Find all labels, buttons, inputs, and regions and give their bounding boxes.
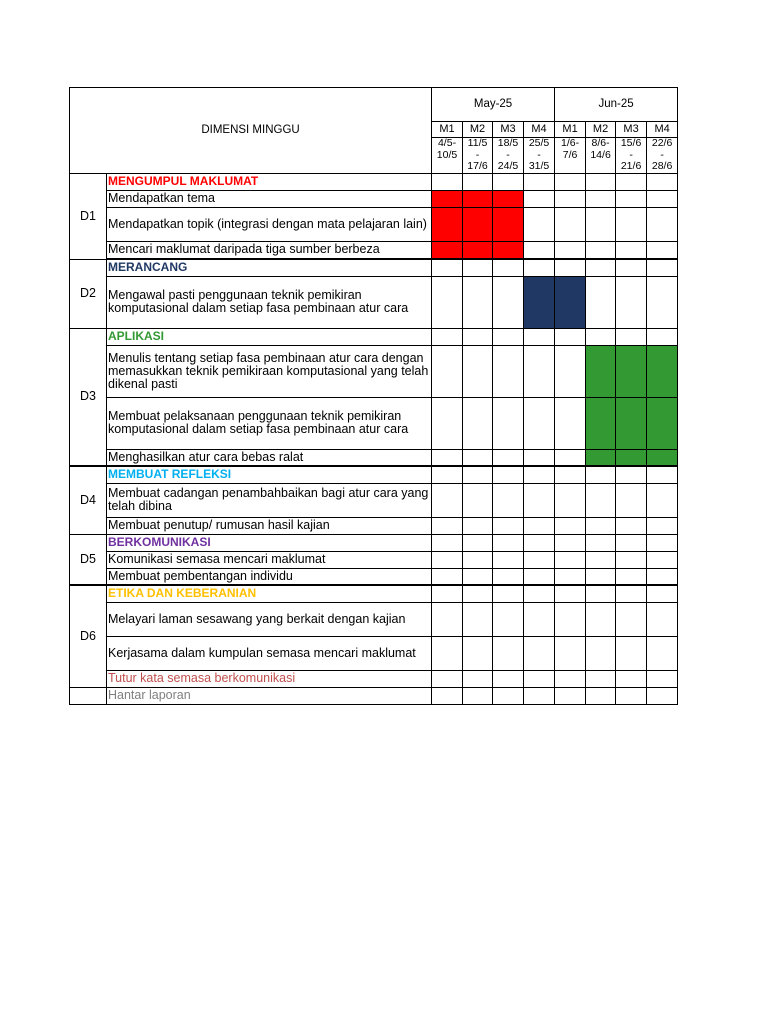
week-label: M4 [647, 122, 678, 138]
month-may: May-25 [432, 88, 555, 122]
week-date-range: 22/6 - 28/6 [647, 138, 678, 174]
week-date-range: 1/6- 7/6 [555, 138, 586, 174]
week-label: M1 [555, 122, 586, 138]
timeline-bar [432, 207, 463, 241]
task-label: Tutur kata semasa berkomunikasi [107, 670, 432, 687]
category-label: MERANCANG [107, 259, 432, 276]
timeline-bar [647, 397, 678, 449]
timeline-bar [432, 190, 463, 207]
timeline-bar [586, 345, 616, 397]
dimension-code: D1 [70, 173, 107, 259]
timeline-bar [647, 449, 678, 466]
week-date-range: 4/5- 10/5 [432, 138, 463, 174]
week-label: M3 [493, 122, 524, 138]
week-label: M2 [463, 122, 493, 138]
timeline-bar [616, 449, 647, 466]
task-label: Membuat penutup/ rumusan hasil kajian [107, 517, 432, 534]
week-date-range: 15/6 - 21/6 [616, 138, 647, 174]
category-label: BERKOMUNIKASI [107, 534, 432, 551]
task-label: Membuat pelaksanaan penggunaan teknik pemikiran komputasional dalam setiap fasa pembinaan atur cara [107, 397, 432, 449]
timeline-bar [524, 276, 555, 328]
timeline-bar [463, 190, 493, 207]
timeline-bar [586, 397, 616, 449]
week-label: M1 [432, 122, 463, 138]
week-label: M2 [586, 122, 616, 138]
timeline-bar [555, 276, 586, 328]
task-label: Komunikasi semasa mencari maklumat [107, 551, 432, 568]
dimension-code: D6 [70, 585, 107, 687]
category-label: APLIKASI [107, 328, 432, 345]
timeline-bar [616, 397, 647, 449]
dimensi-minggu-header: DIMENSI MINGGU [70, 88, 432, 174]
timeline-bar [586, 449, 616, 466]
week-date-range: 18/5 - 24/5 [493, 138, 524, 174]
task-label: Mendapatkan tema [107, 190, 432, 207]
timeline-bar [616, 345, 647, 397]
category-label: MENGUMPUL MAKLUMAT [107, 173, 432, 190]
footer-task-label: Hantar laporan [107, 687, 432, 704]
task-label: Menulis tentang setiap fasa pembinaan atur cara dengan memasukkan teknik pemikiraan komputasional yang telah dikenal pasti [107, 345, 432, 397]
week-date-range: 25/5 - 31/5 [524, 138, 555, 174]
task-label: Membuat pembentangan individu [107, 568, 432, 585]
dimension-code: D5 [70, 534, 107, 585]
timeline-bar [493, 241, 524, 258]
timeline-bar [493, 190, 524, 207]
category-label: MEMBUAT REFLEKSI [107, 466, 432, 483]
dimension-code: D3 [70, 328, 107, 466]
week-label: M4 [524, 122, 555, 138]
gantt-table [69, 87, 678, 705]
dimension-code: D4 [70, 466, 107, 534]
timeline-bar [463, 241, 493, 258]
timeline-bar [432, 241, 463, 258]
timeline-bar [647, 345, 678, 397]
month-jun: Jun-25 [555, 88, 678, 122]
task-label: Menghasilkan atur cara bebas ralat [107, 449, 432, 466]
task-label: Membuat cadangan penambahbaikan bagi atur cara yang telah dibina [107, 483, 432, 517]
task-label: Melayari laman sesawang yang berkait dengan kajian [107, 602, 432, 636]
week-date-range: 11/5 - 17/6 [463, 138, 493, 174]
timeline-bar [493, 207, 524, 241]
week-date-range: 8/6- 14/6 [586, 138, 616, 174]
task-label: Mencari maklumat daripada tiga sumber berbeza [107, 241, 432, 258]
category-label: ETIKA DAN KEBERANIAN [107, 585, 432, 602]
timeline-bar [463, 207, 493, 241]
task-label: Kerjasama dalam kumpulan semasa mencari maklumat [107, 636, 432, 670]
dimension-code: D2 [70, 259, 107, 328]
week-label: M3 [616, 122, 647, 138]
task-label: Mendapatkan topik (integrasi dengan mata pelajaran lain) [107, 207, 432, 241]
empty-code-cell [70, 687, 107, 704]
task-label: Mengawal pasti penggunaan teknik pemikiran komputasional dalam setiap fasa pembinaan atur cara [107, 276, 432, 328]
